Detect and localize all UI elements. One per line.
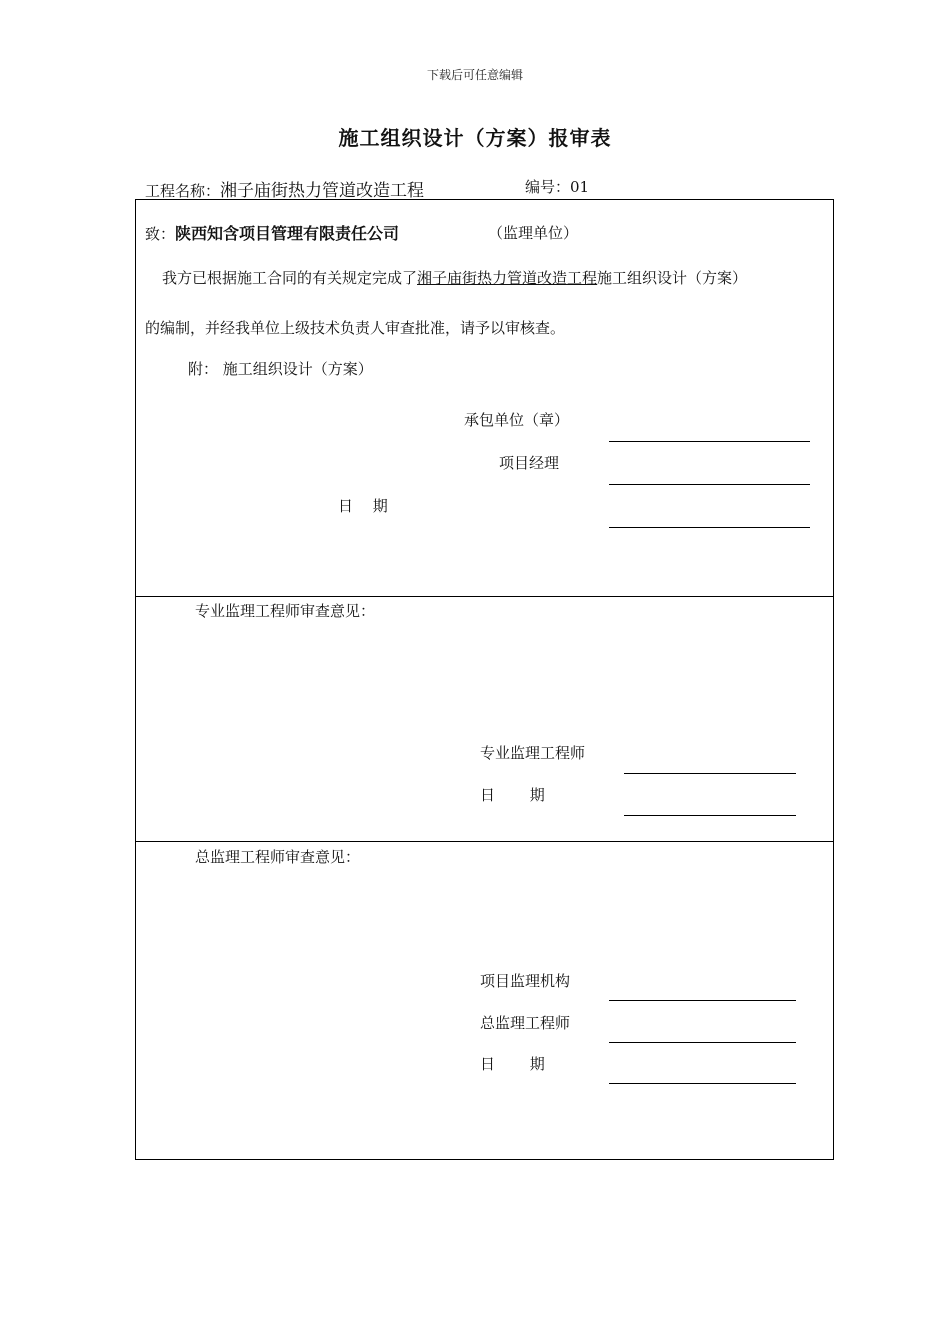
engineer-opinion-label: 专业监理工程师审查意见： xyxy=(195,602,376,620)
number-row xyxy=(525,176,589,197)
chief-engineer-label: 总监理工程师 xyxy=(480,1014,571,1032)
section3-date-line xyxy=(609,1083,796,1084)
chief-opinion-label: 总监理工程师审查意见： xyxy=(195,848,361,866)
project-label: 工程名称： xyxy=(145,182,221,200)
section3-date-label: 日 期 xyxy=(480,1055,545,1073)
project-name-row xyxy=(145,176,424,201)
submission-section xyxy=(135,199,834,597)
supervisor-company: 陕西知含项目管理有限责任公司 xyxy=(175,224,400,243)
to-label: 致： xyxy=(145,225,176,243)
project-manager-signature-line xyxy=(609,484,810,485)
section2-date-line xyxy=(624,815,796,816)
body-prefix: 我方已根据施工合同的有关规定完成了 xyxy=(162,269,418,287)
body-project-name: 湘子庙街热力管道改造工程 xyxy=(417,269,598,287)
recipient-row xyxy=(145,221,399,244)
project-manager-label: 项目经理 xyxy=(499,454,560,472)
section1-date-label: 日 期 xyxy=(338,497,388,515)
supervisor-unit-label: （监理单位） xyxy=(488,224,579,242)
body-line-2: 的编制，并经我单位上级技术负责人审查批准，请予以审核查。 xyxy=(145,319,566,337)
contractor-label: 承包单位（章） xyxy=(464,411,570,429)
number-value: 01 xyxy=(570,178,590,196)
body-line-1 xyxy=(162,267,747,288)
supervision-org-label: 项目监理机构 xyxy=(480,972,571,990)
engineer-label: 专业监理工程师 xyxy=(480,744,586,762)
watermark-text: 下载后可任意编辑 xyxy=(426,68,523,82)
number-label: 编号： xyxy=(525,178,571,196)
contractor-signature-line xyxy=(609,441,810,442)
page-title: 施工组织设计（方案）报审表 xyxy=(338,126,612,150)
supervision-org-signature-line xyxy=(609,1000,796,1001)
section2-date-label: 日 期 xyxy=(480,786,545,804)
attachment-line: 附： 施工组织设计（方案） xyxy=(188,360,373,378)
engineer-signature-line xyxy=(624,773,796,774)
section1-date-line xyxy=(609,527,810,528)
project-name: 湘子庙街热力管道改造工程 xyxy=(220,181,425,201)
chief-engineer-signature-line xyxy=(609,1042,796,1043)
body-suffix: 施工组织设计（方案） xyxy=(597,269,748,287)
